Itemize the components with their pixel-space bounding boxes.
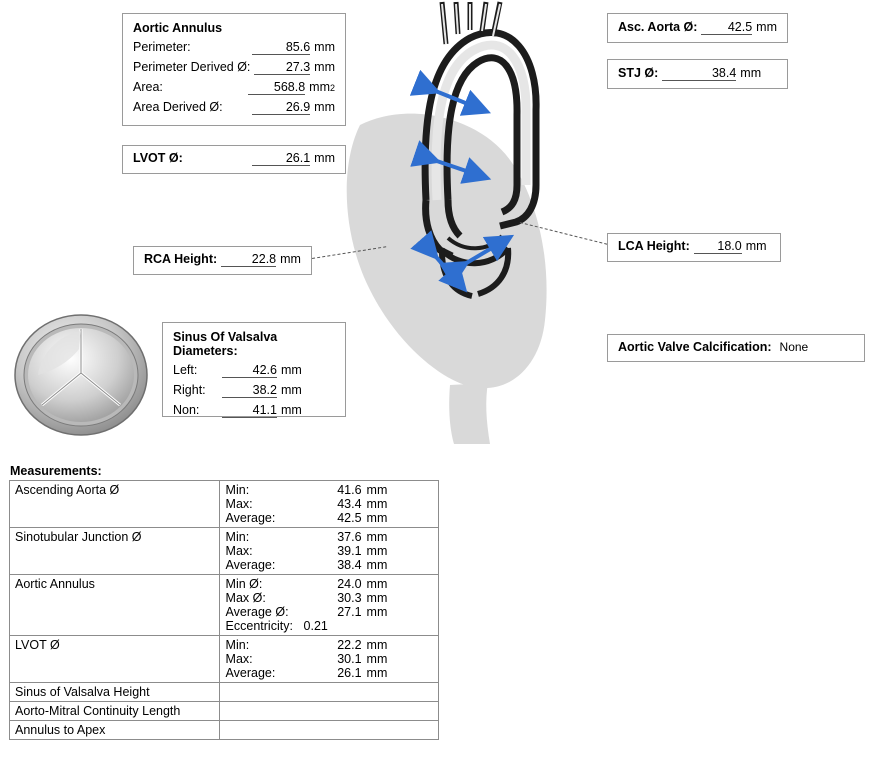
table-row	[10, 575, 439, 636]
measurements-table	[9, 480, 439, 740]
table-row	[10, 702, 439, 721]
area-derived-label: Area Derived Ø:	[133, 100, 223, 114]
detail-line	[226, 638, 433, 652]
area-unit: mm	[309, 80, 330, 94]
detail-unit: mm	[366, 638, 388, 652]
perimeter-derived-unit: mm	[314, 60, 335, 74]
detail-key: Max:	[225, 544, 253, 558]
detail-value: 39.1	[337, 544, 362, 558]
rca-height-label: RCA Height:	[144, 252, 218, 266]
detail-unit: mm	[366, 511, 388, 525]
detail-value: 41.6	[337, 483, 362, 497]
stj-unit: mm	[740, 66, 762, 80]
detail-line	[226, 652, 433, 666]
detail-value: 27.1	[337, 605, 362, 619]
rca-height-row	[144, 252, 301, 267]
detail-value: 24.0	[337, 577, 362, 591]
detail-key: Min:	[225, 638, 250, 652]
detail-key: Average:	[225, 558, 276, 572]
area-unit-exponent: 2	[329, 83, 335, 93]
calcification-label: Aortic Valve Calcification:	[618, 340, 772, 354]
detail-key: Min:	[225, 530, 250, 544]
detail-unit: mm	[366, 530, 388, 544]
lvot-label: LVOT Ø:	[133, 151, 183, 165]
sinus-of-valsalva-panel	[162, 322, 346, 417]
measurement-detail	[219, 575, 438, 636]
detail-value: 42.5	[337, 511, 362, 525]
detail-line	[226, 666, 433, 680]
sov-right-row	[173, 383, 335, 398]
measurement-name: Sinotubular Junction Ø	[10, 528, 220, 575]
detail-value: 37.6	[337, 530, 362, 544]
stj-value[interactable]: 38.4	[662, 66, 736, 81]
detail-key: Max:	[225, 652, 253, 666]
detail-line	[226, 497, 433, 511]
measurement-name: Aorto-Mitral Continuity Length	[10, 702, 220, 721]
sinus-of-valsalva-title: Sinus Of Valsalva Diameters:	[173, 330, 278, 358]
lvot-value[interactable]: 26.1	[252, 151, 310, 166]
aortic-annulus-perimeter-row	[133, 40, 335, 55]
detail-line	[226, 558, 433, 572]
lvot-unit: mm	[314, 151, 335, 165]
measurement-detail	[219, 636, 438, 683]
detail-value: 30.1	[337, 652, 362, 666]
aortic-annulus-area-row	[133, 80, 335, 95]
detail-unit: mm	[366, 497, 388, 511]
ascending-aorta-value[interactable]: 42.5	[701, 20, 752, 35]
area-derived-unit: mm	[314, 100, 335, 114]
detail-line	[226, 530, 433, 544]
detail-key: Average Ø:	[225, 605, 289, 619]
lca-height-label: LCA Height:	[618, 239, 690, 253]
sov-right-unit: mm	[281, 383, 302, 397]
sov-left-row	[173, 363, 335, 378]
lca-height-panel	[607, 233, 781, 262]
lca-height-unit: mm	[745, 239, 767, 253]
measurement-name: LVOT Ø	[10, 636, 220, 683]
detail-line	[226, 619, 433, 633]
calcification-value[interactable]: None	[779, 340, 809, 354]
sov-right-value[interactable]: 38.2	[222, 383, 277, 398]
measurement-name: Ascending Aorta Ø	[10, 481, 220, 528]
detail-line	[226, 511, 433, 525]
perimeter-derived-label: Perimeter Derived Ø:	[133, 60, 251, 74]
perimeter-label: Perimeter:	[133, 40, 191, 54]
detail-unit: mm	[366, 544, 388, 558]
lca-height-row	[618, 239, 770, 254]
detail-value: 26.1	[337, 666, 362, 680]
detail-line	[226, 577, 433, 591]
detail-unit	[362, 619, 367, 633]
sov-non-label: Non:	[173, 403, 200, 417]
aortic-annulus-panel	[122, 13, 346, 126]
detail-unit: mm	[366, 652, 388, 666]
sov-non-unit: mm	[281, 403, 302, 417]
rca-height-value[interactable]: 22.8	[221, 252, 276, 267]
ascending-aorta-unit: mm	[756, 20, 777, 34]
detail-key: Max:	[225, 497, 253, 511]
heart-aorta-diagram	[330, 0, 610, 445]
measurement-detail	[219, 683, 438, 702]
detail-value: 22.2	[337, 638, 362, 652]
detail-value: 0.21	[303, 619, 328, 633]
detail-unit: mm	[366, 591, 388, 605]
detail-value: 38.4	[337, 558, 362, 572]
measurement-detail	[219, 721, 438, 740]
detail-unit: mm	[366, 558, 388, 572]
detail-unit: mm	[366, 605, 388, 619]
sov-non-row	[173, 403, 335, 418]
sov-right-label: Right:	[173, 383, 206, 397]
measurement-name: Sinus of Valsalva Height	[10, 683, 220, 702]
table-row	[10, 636, 439, 683]
detail-key: Min Ø:	[225, 577, 263, 591]
detail-line	[226, 605, 433, 619]
lvot-row	[133, 151, 335, 166]
detail-line	[226, 591, 433, 605]
rca-height-unit: mm	[280, 252, 301, 266]
sinotubular-junction-panel	[607, 59, 788, 89]
detail-key: Eccentricity:	[225, 619, 293, 633]
perimeter-derived-value[interactable]: 27.3	[254, 60, 310, 75]
aortic-annulus-area-derived-row	[133, 100, 335, 115]
area-value[interactable]: 568.8	[248, 80, 305, 95]
stj-label: STJ Ø:	[618, 66, 659, 80]
detail-value: 43.4	[337, 497, 362, 511]
measurement-detail	[219, 702, 438, 721]
aortic-annulus-perimeter-derived-row	[133, 60, 335, 75]
rca-height-panel	[133, 246, 312, 275]
detail-unit: mm	[366, 483, 388, 497]
sov-non-value[interactable]: 41.1	[222, 403, 277, 418]
detail-key: Max Ø:	[225, 591, 266, 605]
detail-line	[226, 483, 433, 497]
area-label: Area:	[133, 80, 163, 94]
aortic-valve-calcification-panel	[607, 334, 865, 362]
measurements-title: Measurements:	[10, 464, 102, 478]
detail-key: Min:	[225, 483, 250, 497]
ascending-aorta-label: Asc. Aorta Ø:	[618, 20, 698, 34]
table-row	[10, 721, 439, 740]
detail-line	[226, 544, 433, 558]
table-row	[10, 683, 439, 702]
calcification-row	[618, 340, 854, 354]
sov-left-value[interactable]: 42.6	[222, 363, 277, 378]
area-derived-value[interactable]: 26.9	[252, 100, 310, 115]
detail-unit: mm	[366, 577, 388, 591]
stj-row	[618, 66, 777, 81]
table-row	[10, 528, 439, 575]
ascending-aorta-panel	[607, 13, 788, 43]
detail-unit: mm	[366, 666, 388, 680]
perimeter-unit: mm	[314, 40, 335, 54]
lvot-panel	[122, 145, 346, 174]
detail-key: Average:	[225, 511, 276, 525]
measurement-detail	[219, 481, 438, 528]
aortic-annulus-title: Aortic Annulus	[133, 21, 223, 35]
perimeter-value[interactable]: 85.6	[252, 40, 310, 55]
ascending-aorta-row	[618, 20, 777, 35]
measurement-name: Annulus to Apex	[10, 721, 220, 740]
aortic-valve-short-axis-diagram	[14, 313, 148, 437]
lca-height-value[interactable]: 18.0	[694, 239, 742, 254]
measurement-name: Aortic Annulus	[10, 575, 220, 636]
measurement-detail	[219, 528, 438, 575]
detail-value: 30.3	[337, 591, 362, 605]
detail-key: Average:	[225, 666, 276, 680]
table-row	[10, 481, 439, 528]
sov-left-label: Left:	[173, 363, 198, 377]
sov-left-unit: mm	[281, 363, 302, 377]
